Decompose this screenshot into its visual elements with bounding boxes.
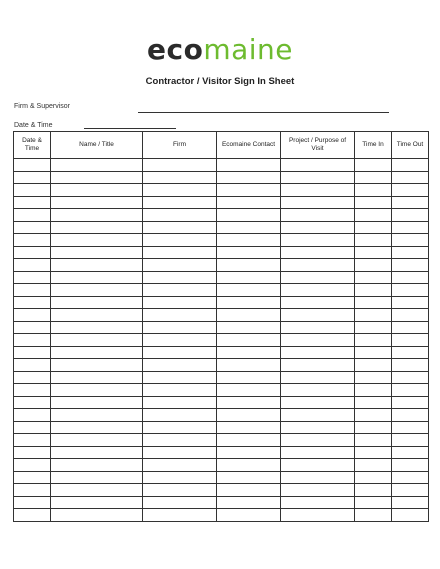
table-cell[interactable] (392, 484, 429, 497)
table-cell[interactable] (51, 496, 143, 509)
logo-text-maine: maine (203, 33, 293, 66)
table-row (14, 234, 429, 247)
table-cell[interactable] (51, 284, 143, 297)
sign-in-table (13, 131, 429, 522)
table-cell[interactable] (217, 234, 281, 247)
table-cell[interactable] (143, 371, 217, 384)
table-cell[interactable] (217, 359, 281, 372)
table-cell[interactable] (51, 234, 143, 247)
table-cell[interactable] (143, 496, 217, 509)
table-cell[interactable] (392, 346, 429, 359)
table-row (14, 271, 429, 284)
table-row (14, 334, 429, 347)
column-header: Time In (355, 132, 392, 159)
table-row (14, 196, 429, 209)
table-cell[interactable] (217, 496, 281, 509)
table-cell[interactable] (392, 409, 429, 422)
table-cell[interactable] (51, 509, 143, 522)
table-cell[interactable] (217, 196, 281, 209)
table-row (14, 421, 429, 434)
table-cell[interactable] (392, 284, 429, 297)
table-cell[interactable] (51, 196, 143, 209)
table-cell[interactable] (51, 271, 143, 284)
table-row (14, 459, 429, 472)
table-cell[interactable] (14, 234, 51, 247)
table-row (14, 321, 429, 334)
table-cell[interactable] (217, 221, 281, 234)
table-cell[interactable] (281, 421, 355, 434)
table-header-row (14, 132, 429, 159)
table-row (14, 359, 429, 372)
table-cell[interactable] (281, 359, 355, 372)
table-cell[interactable] (392, 421, 429, 434)
table-cell[interactable] (355, 234, 392, 247)
table-cell[interactable] (392, 446, 429, 459)
table-row (14, 209, 429, 222)
table-cell[interactable] (355, 246, 392, 259)
table-cell[interactable] (143, 471, 217, 484)
table-row (14, 296, 429, 309)
table-cell[interactable] (143, 159, 217, 172)
table-cell[interactable] (14, 271, 51, 284)
table-cell[interactable] (281, 334, 355, 347)
table-row (14, 221, 429, 234)
table-cell[interactable] (51, 309, 143, 322)
table-cell[interactable] (14, 496, 51, 509)
table-cell[interactable] (51, 459, 143, 472)
table-cell[interactable] (143, 459, 217, 472)
table-cell[interactable] (14, 209, 51, 222)
table-cell[interactable] (14, 384, 51, 397)
table-cell[interactable] (281, 196, 355, 209)
table-row (14, 309, 429, 322)
table-row (14, 284, 429, 297)
table-row (14, 434, 429, 447)
table-cell[interactable] (143, 446, 217, 459)
table-cell[interactable] (281, 434, 355, 447)
table-cell[interactable] (355, 434, 392, 447)
table-row (14, 159, 429, 172)
table-cell[interactable] (392, 459, 429, 472)
table-cell[interactable] (392, 434, 429, 447)
table-cell[interactable] (355, 384, 392, 397)
table-cell[interactable] (217, 321, 281, 334)
table-cell[interactable] (281, 509, 355, 522)
table-cell[interactable] (143, 221, 217, 234)
table-cell[interactable] (143, 309, 217, 322)
table-cell[interactable] (392, 221, 429, 234)
table-cell[interactable] (392, 171, 429, 184)
table-cell[interactable] (14, 334, 51, 347)
table-cell[interactable] (51, 296, 143, 309)
table-cell[interactable] (217, 171, 281, 184)
table-cell[interactable] (217, 509, 281, 522)
table-cell[interactable] (355, 409, 392, 422)
table-row (14, 496, 429, 509)
table-row (14, 371, 429, 384)
table-cell[interactable] (392, 334, 429, 347)
table-cell[interactable] (355, 396, 392, 409)
table-cell[interactable] (143, 171, 217, 184)
table-cell[interactable] (14, 221, 51, 234)
table-cell[interactable] (14, 346, 51, 359)
table-cell[interactable] (355, 346, 392, 359)
table-cell[interactable] (143, 196, 217, 209)
table-cell[interactable] (217, 334, 281, 347)
table-cell[interactable] (355, 196, 392, 209)
table-cell[interactable] (281, 471, 355, 484)
table-cell[interactable] (281, 209, 355, 222)
table-row (14, 396, 429, 409)
table-cell[interactable] (355, 309, 392, 322)
table-cell[interactable] (281, 459, 355, 472)
table-cell[interactable] (217, 246, 281, 259)
table-cell[interactable] (217, 384, 281, 397)
table-row (14, 246, 429, 259)
table-cell[interactable] (14, 284, 51, 297)
table-cell[interactable] (51, 434, 143, 447)
table-cell[interactable] (14, 309, 51, 322)
table-cell[interactable] (281, 184, 355, 197)
table-cell[interactable] (51, 159, 143, 172)
table-cell[interactable] (355, 184, 392, 197)
table-cell[interactable] (217, 346, 281, 359)
table-cell[interactable] (51, 184, 143, 197)
table-cell[interactable] (392, 271, 429, 284)
table-cell[interactable] (51, 346, 143, 359)
table-cell[interactable] (51, 221, 143, 234)
table-cell[interactable] (143, 184, 217, 197)
table-cell[interactable] (355, 459, 392, 472)
table-cell[interactable] (14, 421, 51, 434)
table-cell[interactable] (143, 384, 217, 397)
date-time-label: Date & Time (14, 122, 53, 129)
table-cell[interactable] (14, 259, 51, 272)
table-cell[interactable] (392, 321, 429, 334)
table-cell[interactable] (14, 196, 51, 209)
column-header: Firm (143, 132, 217, 159)
table-cell[interactable] (281, 171, 355, 184)
table-cell[interactable] (355, 471, 392, 484)
table-cell[interactable] (51, 209, 143, 222)
table-cell[interactable] (14, 371, 51, 384)
table-cell[interactable] (217, 459, 281, 472)
table-cell[interactable] (143, 359, 217, 372)
table-cell[interactable] (355, 159, 392, 172)
table-cell[interactable] (51, 484, 143, 497)
table-cell[interactable] (51, 396, 143, 409)
table-cell[interactable] (217, 259, 281, 272)
table-cell[interactable] (281, 271, 355, 284)
table-cell[interactable] (14, 184, 51, 197)
table-cell[interactable] (392, 496, 429, 509)
table-cell[interactable] (51, 446, 143, 459)
table-cell[interactable] (355, 359, 392, 372)
table-cell[interactable] (281, 259, 355, 272)
table-cell[interactable] (143, 346, 217, 359)
table-cell[interactable] (217, 371, 281, 384)
table-body (14, 159, 429, 522)
table-row (14, 184, 429, 197)
table-cell[interactable] (355, 296, 392, 309)
table-cell[interactable] (51, 409, 143, 422)
table-cell[interactable] (355, 259, 392, 272)
table-cell[interactable] (217, 421, 281, 434)
table-cell[interactable] (281, 221, 355, 234)
table-cell[interactable] (355, 321, 392, 334)
table-row (14, 346, 429, 359)
column-header: Ecomaine Contact (217, 132, 281, 159)
table-cell[interactable] (14, 171, 51, 184)
table-cell[interactable] (392, 371, 429, 384)
table-cell[interactable] (281, 409, 355, 422)
table-cell[interactable] (355, 496, 392, 509)
table-row (14, 171, 429, 184)
table-cell[interactable] (355, 209, 392, 222)
table-cell[interactable] (217, 209, 281, 222)
table-cell[interactable] (143, 321, 217, 334)
table-cell[interactable] (217, 184, 281, 197)
table-cell[interactable] (392, 259, 429, 272)
table-cell[interactable] (355, 171, 392, 184)
table-cell[interactable] (217, 484, 281, 497)
table-cell[interactable] (143, 296, 217, 309)
table-cell[interactable] (392, 184, 429, 197)
table-cell[interactable] (392, 509, 429, 522)
table-cell[interactable] (392, 196, 429, 209)
table-cell[interactable] (143, 246, 217, 259)
table-cell[interactable] (217, 434, 281, 447)
table-cell[interactable] (143, 259, 217, 272)
table-row (14, 409, 429, 422)
table-cell[interactable] (281, 484, 355, 497)
firm-supervisor-line[interactable] (138, 112, 389, 113)
table-cell[interactable] (14, 396, 51, 409)
table-cell[interactable] (14, 509, 51, 522)
table-cell[interactable] (281, 321, 355, 334)
table-row (14, 259, 429, 272)
firm-supervisor-label: Firm & Supervisor (14, 103, 71, 110)
column-header: Date & Time (14, 132, 51, 159)
table-cell[interactable] (281, 234, 355, 247)
table-cell[interactable] (14, 321, 51, 334)
table-cell[interactable] (51, 359, 143, 372)
table-cell[interactable] (281, 396, 355, 409)
table-cell[interactable] (281, 246, 355, 259)
table-cell[interactable] (217, 309, 281, 322)
table-row (14, 509, 429, 522)
table-cell[interactable] (355, 271, 392, 284)
table-cell[interactable] (14, 296, 51, 309)
page-title: Contractor / Visitor Sign In Sheet (145, 76, 295, 87)
table-cell[interactable] (51, 421, 143, 434)
table-cell[interactable] (392, 359, 429, 372)
table-cell[interactable] (51, 384, 143, 397)
table-cell[interactable] (217, 446, 281, 459)
table-cell[interactable] (51, 259, 143, 272)
table-cell[interactable] (281, 346, 355, 359)
table-cell[interactable] (14, 409, 51, 422)
table-cell[interactable] (143, 334, 217, 347)
table-cell[interactable] (281, 496, 355, 509)
table-cell[interactable] (392, 159, 429, 172)
table-cell[interactable] (143, 209, 217, 222)
table-cell[interactable] (281, 284, 355, 297)
table-cell[interactable] (51, 371, 143, 384)
table-row (14, 484, 429, 497)
table-cell[interactable] (217, 396, 281, 409)
logo-text-eco: eco (146, 33, 204, 66)
table-cell[interactable] (217, 471, 281, 484)
table-cell[interactable] (143, 484, 217, 497)
table-cell[interactable] (281, 384, 355, 397)
table-cell[interactable] (14, 446, 51, 459)
table-row (14, 471, 429, 484)
table-cell[interactable] (217, 284, 281, 297)
table-cell[interactable] (14, 459, 51, 472)
table-cell[interactable] (355, 446, 392, 459)
table-cell[interactable] (281, 309, 355, 322)
table-cell[interactable] (14, 471, 51, 484)
table-cell[interactable] (217, 409, 281, 422)
table-cell[interactable] (143, 409, 217, 422)
table-cell[interactable] (14, 484, 51, 497)
table-cell[interactable] (51, 171, 143, 184)
table-cell[interactable] (355, 484, 392, 497)
table-cell[interactable] (51, 321, 143, 334)
table-row (14, 446, 429, 459)
table-cell[interactable] (143, 284, 217, 297)
table-cell[interactable] (217, 296, 281, 309)
table-row (14, 384, 429, 397)
table-cell[interactable] (51, 334, 143, 347)
table-cell[interactable] (355, 509, 392, 522)
table-cell[interactable] (355, 284, 392, 297)
date-time-line[interactable] (84, 128, 176, 129)
table-cell[interactable] (392, 471, 429, 484)
table-cell[interactable] (392, 246, 429, 259)
table-cell[interactable] (217, 271, 281, 284)
table-cell[interactable] (51, 246, 143, 259)
table-cell[interactable] (14, 246, 51, 259)
column-header: Project / Purpose of Visit (281, 132, 355, 159)
table-cell[interactable] (217, 159, 281, 172)
table-cell[interactable] (392, 234, 429, 247)
table-cell[interactable] (143, 434, 217, 447)
table-cell[interactable] (392, 309, 429, 322)
table-cell[interactable] (281, 159, 355, 172)
column-header: Time Out (392, 132, 429, 159)
table-cell[interactable] (281, 446, 355, 459)
table-cell[interactable] (392, 296, 429, 309)
ecomaine-logo (0, 33, 440, 67)
table-cell[interactable] (14, 359, 51, 372)
table-cell[interactable] (14, 159, 51, 172)
table-cell[interactable] (355, 221, 392, 234)
table-cell[interactable] (143, 271, 217, 284)
table-cell[interactable] (281, 296, 355, 309)
table-cell[interactable] (392, 396, 429, 409)
table-cell[interactable] (355, 334, 392, 347)
column-header: Name / Title (51, 132, 143, 159)
table-cell[interactable] (143, 396, 217, 409)
table-cell[interactable] (143, 421, 217, 434)
table-cell[interactable] (51, 471, 143, 484)
table-cell[interactable] (392, 384, 429, 397)
table-cell[interactable] (143, 234, 217, 247)
table-cell[interactable] (14, 434, 51, 447)
table-cell[interactable] (355, 421, 392, 434)
table-cell[interactable] (392, 209, 429, 222)
table-cell[interactable] (143, 509, 217, 522)
table-cell[interactable] (281, 371, 355, 384)
table-cell[interactable] (355, 371, 392, 384)
